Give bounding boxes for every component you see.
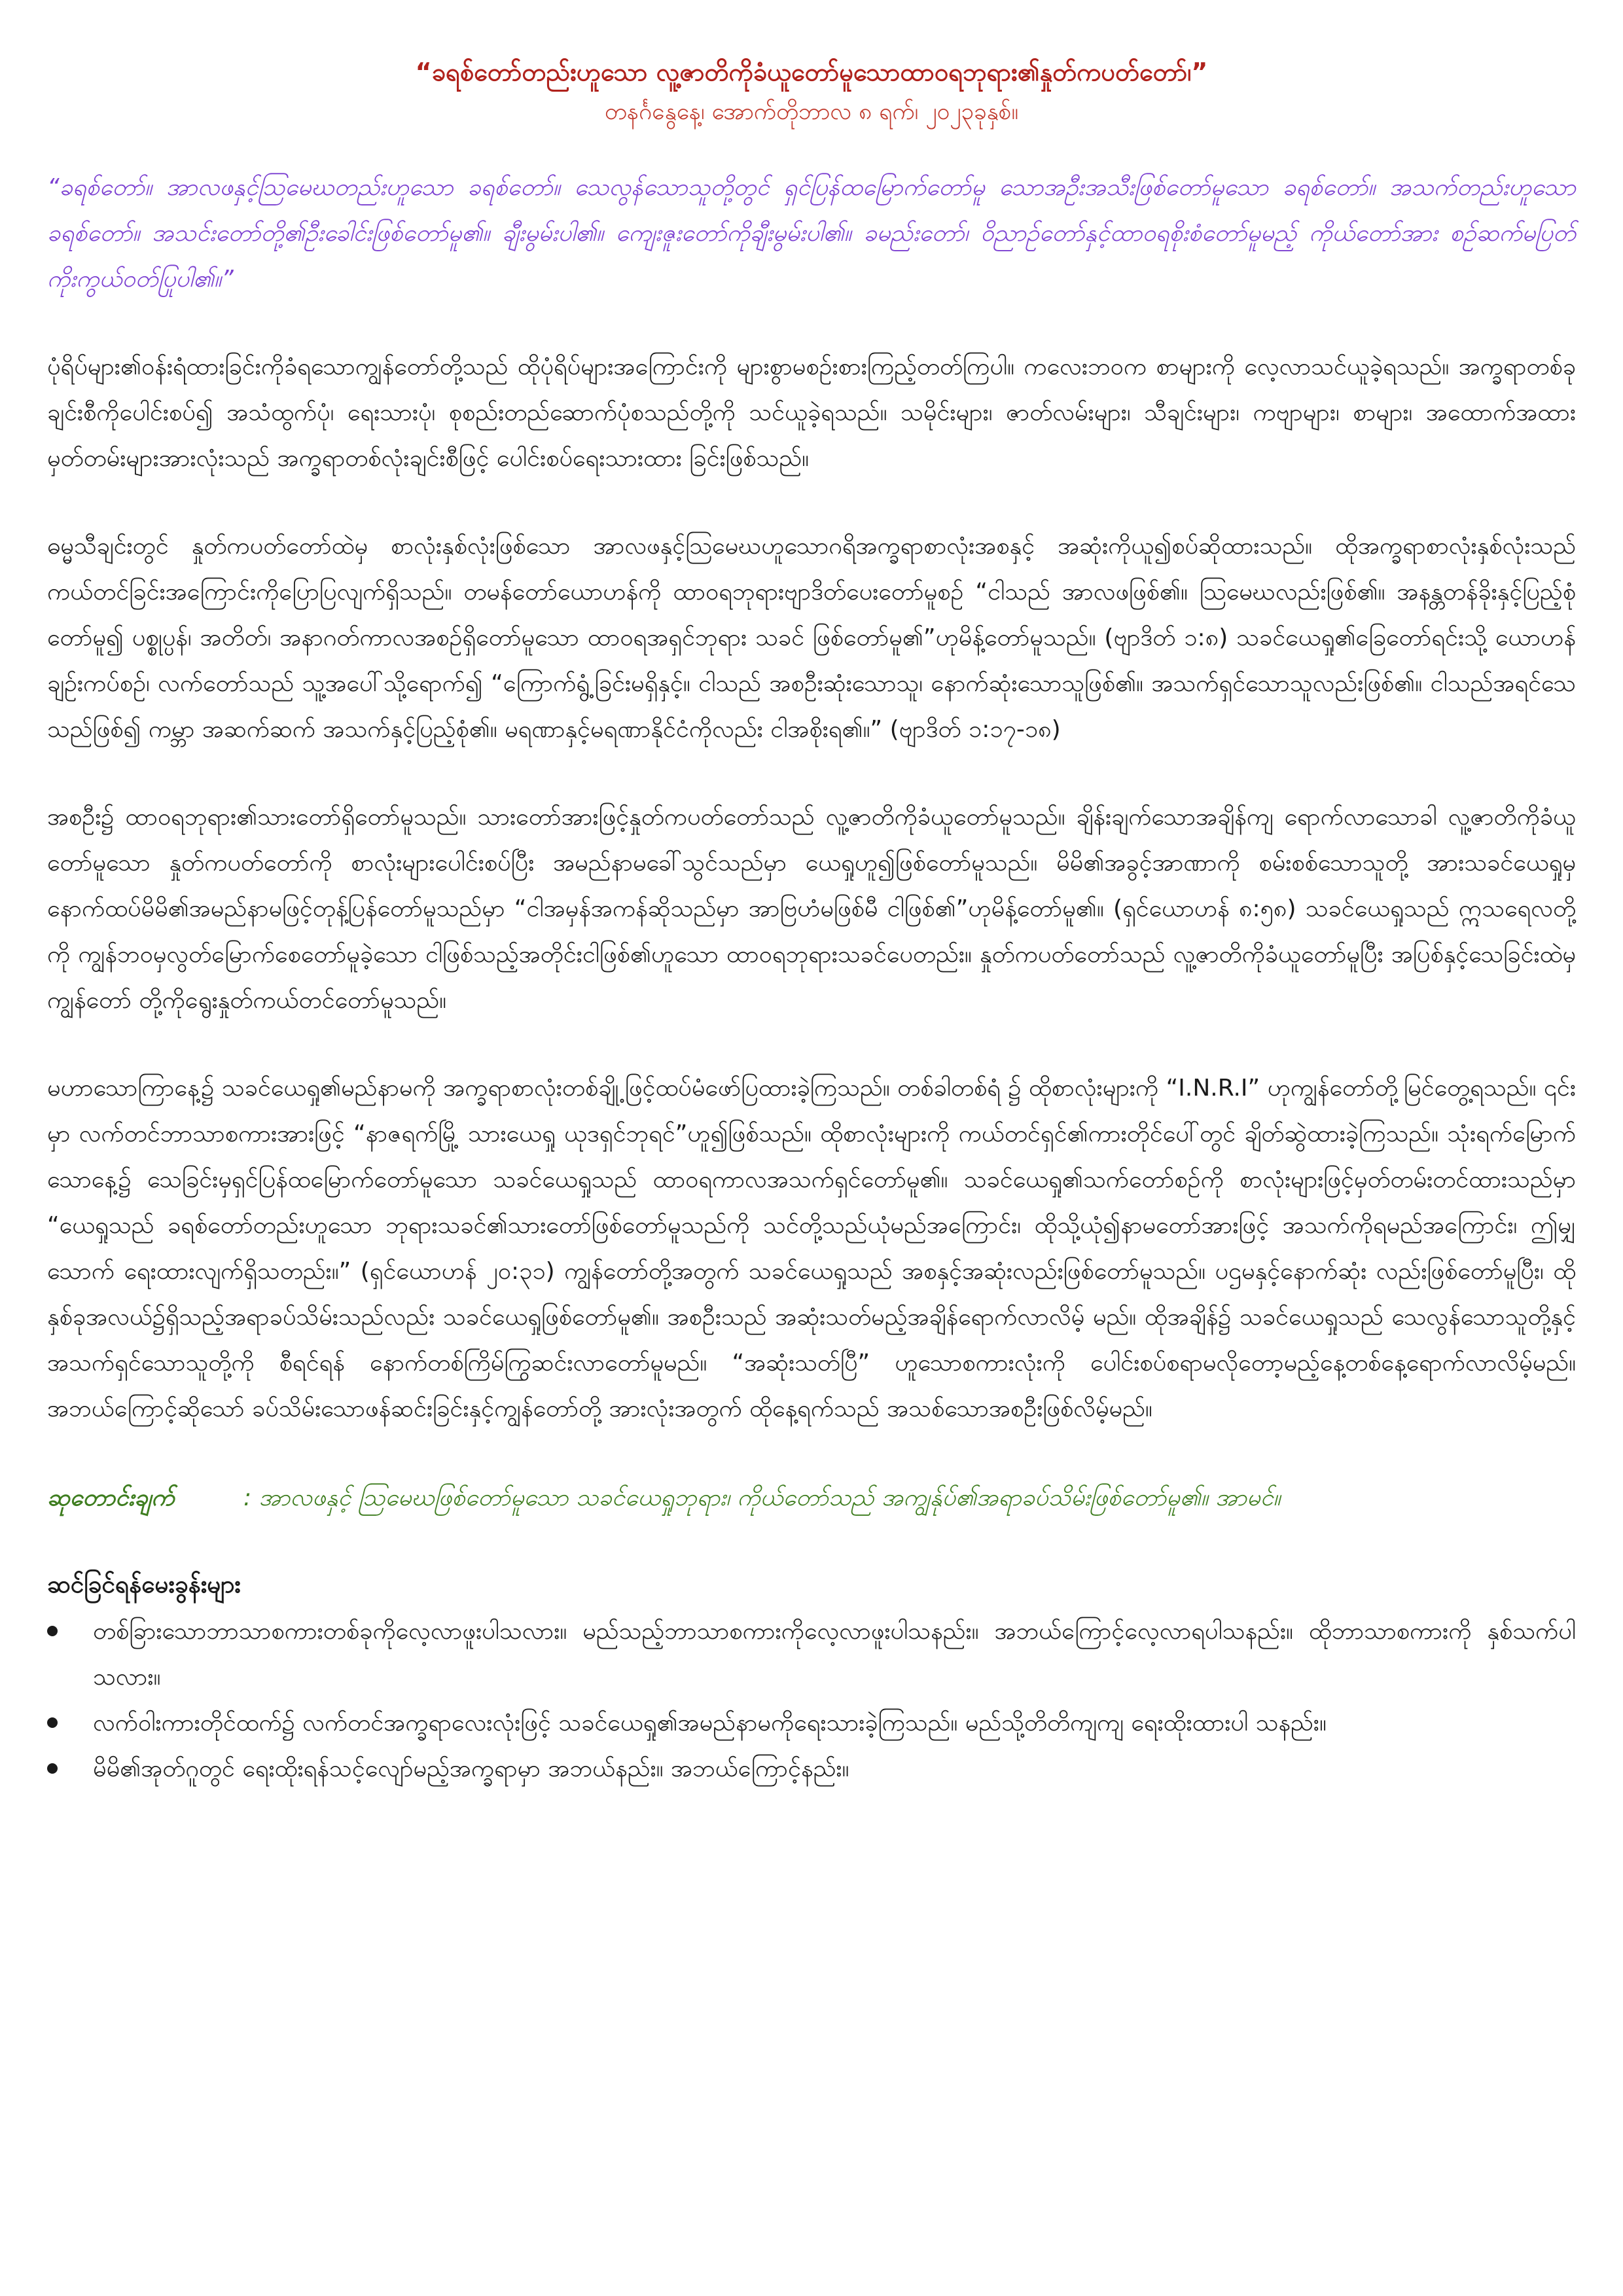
prayer-section: [47, 1475, 1576, 1521]
bullet-icon: [47, 1763, 58, 1774]
prayer-label: ဆုတောင်းချက်: [47, 1484, 175, 1511]
body-paragraph-3: အစဦး၌ ထာဝရဘုရား၏သားတော်ရှိတော်မူသည်။ သားတော်အားဖြင့်နှုတ်ကပတ်တော်သည် လူ့ဇာတိကိုခံယူတော်မူသည်။ ချိန်းချက်သောအချိန်ကျ ရောက်လာသောခါ လူ့ဇာတိကိုခံယူတော်မူသော နှုတ်ကပတ်တော်ကို စာလုံးများပေါင်းစပ်ပြီး အမည်နာမခေါ်သွင်သည်မှာ ယေရှုဟူ၍ဖြစ်တော်မူသည်။ မိမိ၏အခွင့်အာဏာကို စမ်းစစ်သောသူတို့ အားသခင်ယေရှုမှ နောက်ထပ်မိမိ၏အမည်နာမဖြင့်တုန့်ပြန်တော်မူသည်မှာ “ငါအမှန်အကန်ဆိုသည်မှာ အာဗြဟံမဖြစ်မီ ငါဖြစ်၏”ဟုမိန့်တော်မူ၏။ (ရှင်ယောဟန် ၈:၅၈) သခင်ယေရှုသည် ဣသရေလတို့ကို ကျွန်ဘဝမှလွတ်မြောက်စေတော်မူခဲ့သော ငါဖြစ်သည့်အတိုင်းငါဖြစ်၏ဟူသော ထာဝရဘုရားသခင်ပေတည်း။ နှုတ်ကပတ်တော်သည် လူ့ဇာတိကိုခံယူတော်မူပြီး အပြစ်နှင့်သေခြင်းထဲမှ ကျွန်တော် တို့ကိုရွေးနှုတ်ကယ်တင်တော်မူသည်။: [47, 804, 1576, 1014]
page-title: “ခရစ်တော်တည်းဟူသော လူ့ဇာတိကိုခံယူတော်မူသောထာဝရဘုရား၏နှုတ်ကပတ်တော်၊”: [415, 58, 1208, 86]
devotional-page: [47, 52, 1576, 1792]
question-item: [47, 1746, 1576, 1792]
question-text: မိမိ၏အုတ်ဂူတွင် ရေးထိုးရန်သင့်လျော်မည့်အက္ခရာမှာ အဘယ်နည်း။ အဘယ်ကြောင့်နည်း။: [93, 1755, 849, 1782]
body-paragraph-4: မဟာသောကြာနေ့၌ သခင်ယေရှု၏မည်နာမကို အက္ခရာစာလုံးတစ်ချို့ဖြင့်ထပ်မံဖော်ပြထားခဲ့ကြသည်။ တစ်ခါတစ်ရံ ၌ ထိုစာလုံးများကို “I.N.R.I” ဟုကျွန်တော်တို့မြင်တွေ့ရသည်။ ၎င်းမှာ လက်တင်ဘာသာစကားအားဖြင့် “နာဇရက်မြို့ သားယေရှု ယုဒရှင်ဘုရင်”ဟူ၍ဖြစ်သည်။ ထိုစာလုံးများကို ကယ်တင်ရှင်၏ကားတိုင်ပေါ်တွင် ချိတ်ဆွဲထားခဲ့ကြသည်။ သုံးရက်မြောက်သောနေ့၌ သေခြင်းမှရှင်ပြန်ထမြောက်တော်မူသော သခင်ယေရှုသည် ထာဝရကာလအသက်ရှင်တော်မူ၏။ သခင်ယေရှု၏သက်တော်စဉ်ကို စာလုံးများဖြင့်မှတ်တမ်းတင်ထားသည်မှာ “ယေရှုသည် ခရစ်တော်တည်းဟူသော ဘုရားသခင်၏သားတော်ဖြစ်တော်မူသည်ကို သင်တို့သည်ယုံမည်အကြောင်း၊ ထိုသို့ယုံ၍နာမတော်အားဖြင့် အသက်ကိုရမည်အကြောင်း၊ ဤမျှသောက် ရေးထားလျက်ရှိသတည်း။” (ရှင်ယောဟန် ၂၀:၃၁) ကျွန်တော်တို့အတွက် သခင်ယေရှုသည် အစနှင့်အဆုံးလည်းဖြစ်တော်မူသည်။ ပဌမနှင့်နောက်ဆုံး လည်းဖြစ်တော်မူပြီး၊ ထိုနှစ်ခုအလယ်၌ရှိသည့်အရာခပ်သိမ်းသည်လည်း သခင်ယေရှုဖြစ်တော်မူ၏။ အစဦးသည် အဆုံးသတ်မည့်အချိန်ရောက်လာလိမ့် မည်။ ထိုအချိန်၌ သခင်ယေရှုသည် သေလွန်သောသူတို့နှင့်အသက်ရှင်သောသူတို့ကို စီရင်ရန် နောက်တစ်ကြိမ်ကြွဆင်းလာတော်မူမည်။ “အဆုံးသတ်ပြီ” ဟူသောစကားလုံးကို ပေါင်းစပ်စရာမလိုတော့မည့်နေ့တစ်နေ့ရောက်လာလိမ့်မည်။ အဘယ်ကြောင့်ဆိုသော် ခပ်သိမ်းသောဖန်ဆင်းခြင်းနှင့်ကျွန်တော်တို့ အားလုံးအတွက် ထိုနေ့ရက်သည် အသစ်သောအစဦးဖြစ်လိမ့်မည်။: [47, 1075, 1576, 1422]
question-text: တစ်ခြားသောဘာသာစကားတစ်ခုကိုလေ့လာဖူးပါသလား။ မည်သည့်ဘာသာစကားကိုလေ့လာဖူးပါသနည်း။ အဘယ်ကြောင့်လေ့လာရပါသနည်း။ ထိုဘာသာစကားကို နှစ်သက်ပါသလား။: [93, 1618, 1576, 1691]
questions-list: [47, 1609, 1576, 1792]
opening-invocation: “ခရစ်တော်။ အာလဖနှင့်ဩမေဃတည်းဟူသော ခရစ်တော်။ သေလွန်သောသူတို့တွင် ရှင်ပြန်ထမြောက်တော်မူ သောအဦးအသီးဖြစ်တော်မူသော ခရစ်တော်။ အသက်တည်းဟူသောခရစ်တော်။ အသင်းတော်တို့၏ဦးခေါင်းဖြစ်တော်မူ၏။ ချီးမွမ်းပါ၏။ ကျေးဇူးတော်ကိုချီးမွမ်းပါ၏။ ခမည်းတော်၊ ဝိညာဉ်တော်နှင့်ထာဝရစိုးစံတော်မူမည့် ကိုယ်တော်အား စဉ်ဆက်မပြတ်ကိုးကွယ်ဝတ်ပြုပါ၏။”: [47, 174, 1576, 293]
question-item: [47, 1700, 1576, 1746]
body-paragraph-2: ဓမ္မသီချင်းတွင် နှုတ်ကပတ်တော်ထဲမှ စာလုံးနှစ်လုံးဖြစ်သော အာလဖနှင့်ဩမေဃဟူသောဂရိအက္ခရာစာလုံးအစနှင့် အဆုံးကိုယူ၍စပ်ဆိုထားသည်။ ထိုအက္ခရာစာလုံးနှစ်လုံးသည် ကယ်တင်ခြင်းအကြောင်းကိုပြောပြလျက်ရှိသည်။ တမန်တော်ယောဟန်ကို ထာဝရဘုရားဗျာဒိတ်ပေးတော်မူစဉ် “ငါသည် အာလဖဖြစ်၏။ ဩမေဃလည်းဖြစ်၏။ အနန္တတန်ခိုးနှင့်ပြည့်စုံတော်မူ၍ ပစ္စုပ္ပန်၊ အတိတ်၊ အနာဂတ်ကာလအစဉ်ရှိတော်မူသော ထာဝရအရှင်ဘုရား သခင် ဖြစ်တော်မူ၏”ဟုမိန့်တော်မူသည်။ (ဗျာဒိတ် ၁:၈) သခင်ယေရှု၏ခြေတော်ရင်းသို့ ယောဟန်ချဉ်းကပ်စဉ်၊ လက်တော်သည် သူ့အပေါ်သို့ရောက်၍ “ကြောက်ရွံ့ခြင်းမရှိနှင့်။ ငါသည် အစဦးဆုံးသောသူ၊ နောက်ဆုံးသောသူဖြစ်၏။ အသက်ရှင်သောသူလည်းဖြစ်၏။ ငါသည်အရင်သေသည်ဖြစ်၍ ကမ္ဘာ အဆက်ဆက် အသက်နှင့်ပြည့်စုံ၏။ မရဏာနှင့်မရဏာနိုင်ငံကိုလည်း ငါအစိုးရ၏။” (ဗျာဒိတ် ၁:၁၇-၁၈): [47, 533, 1576, 743]
date-line: တနင်္ဂနွေနေ့၊ အောက်တိုဘာလ ၈ ရက်၊ ၂၀၂၃ခုနှစ်။: [604, 99, 1019, 125]
bullet-icon: [47, 1626, 58, 1636]
question-item: [47, 1609, 1576, 1700]
question-text: လက်ဝါးကားတိုင်ထက်၌ လက်တင်အက္ခရာလေးလုံးဖြင့် သခင်ယေရှု၏အမည်နာမကိုရေးသားခဲ့ကြသည်။ မည်သို့တိတိကျကျ ရေးထိုးထားပါ သနည်း။: [93, 1710, 1327, 1736]
bullet-icon: [47, 1717, 58, 1728]
questions-heading: ဆင်ခြင်ရန်မေးခွန်းများ: [47, 1570, 241, 1598]
body-paragraph-1: ပုံရိပ်များ၏ဝန်းရံထားခြင်းကိုခံရသောကျွန်တော်တို့သည် ထိုပုံရိပ်များအကြောင်းကို များစွာမစဉ်းစားကြည့်တတ်ကြပါ။ ကလေးဘဝက စာများကို လေ့လာသင်ယူခဲ့ရသည်။ အက္ခရာတစ်ခုချင်းစီကိုပေါင်းစပ်၍ အသံထွက်ပုံ၊ ရေးသားပုံ၊ စုစည်းတည်ဆောက်ပုံစသည်တို့ကို သင်ယူခဲ့ရသည်။ သမိုင်းများ၊ ဇာတ်လမ်းများ၊ သီချင်းများ၊ ကဗျာများ၊ စာများ၊ အထောက်အထားမှတ်တမ်းများအားလုံးသည် အက္ခရာတစ်လုံးချင်းစီဖြင့် ပေါင်းစပ်ရေးသားထား ခြင်းဖြစ်သည်။: [47, 353, 1576, 472]
prayer-text: : အာလဖနှင့် ဩမေဃဖြစ်တော်မူသော သခင်ယေရှုဘုရား၊ ကိုယ်တော်သည် အကျွန်ုပ်၏အရာခပ်သိမ်းဖြစ်တော်မူ၏။ အာမင်။: [243, 1484, 1281, 1511]
